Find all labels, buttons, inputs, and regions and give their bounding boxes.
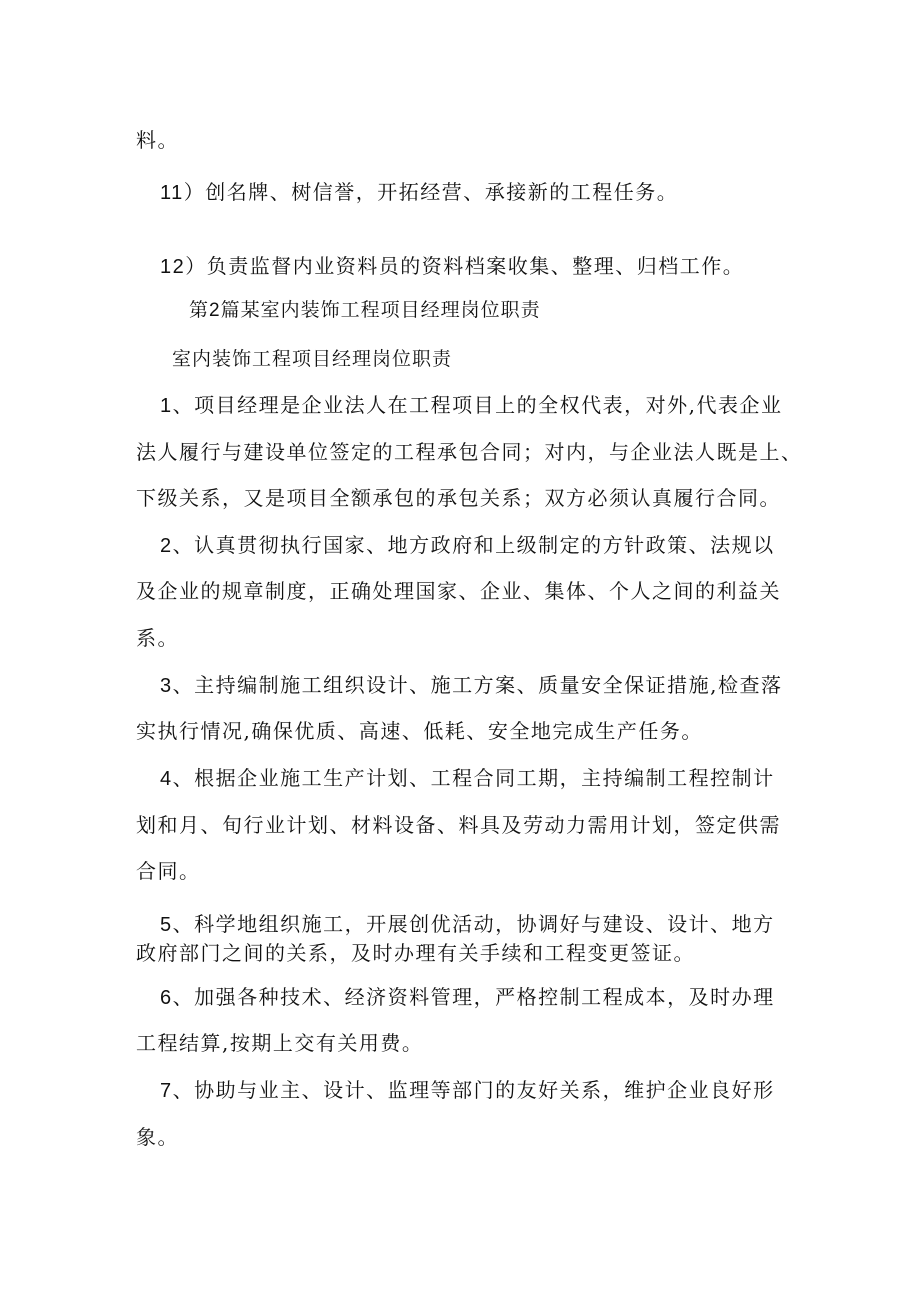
item-2-line-3: 系。 [136,626,179,650]
item-6-line-2: 工程结算,按期上交有关用费。 [136,1031,424,1055]
list-item-1 [160,393,782,418]
item-number: 6 [160,987,173,1009]
item-text: ）创名牌、树信誉，开拓经营、承接新的工程任务。 [183,180,679,204]
paragraph-continuation [136,128,179,152]
heading-text: 篇某室内装饰工程项目经理岗位职责 [220,299,541,321]
item-number: 7 [160,1080,173,1102]
item-text: 、认真贯彻执行国家、地方政府和上级制定的方针政策、法规以 [172,533,775,557]
list-item-12 [160,254,744,279]
item-7-line-2: 象。 [136,1125,179,1149]
item-number: 2 [160,535,173,557]
item-number: 11 [160,182,184,204]
list-item-5 [160,912,775,937]
item-text: 、主持编制施工组织设计、施工方案、质量安全保证措施,检查落 [172,673,783,697]
list-item-2 [160,533,775,558]
item-text: 、根据企业施工生产计划、工程合同工期，主持编制工程控制计 [172,766,775,790]
section-heading [189,298,541,323]
item-1-line-3: 下级关系，又是项目全额承包的承包关系；双方必须认真履行合同。 [136,486,781,510]
item-3-line-2: 实执行情况,确保优质、高速、低耗、安全地完成生产任务。 [136,719,703,743]
item-text: 、协助与业主、设计、监理等部门的友好关系，维护企业良好形 [172,1078,775,1102]
section-subheading: 室内装饰工程项目经理岗位职责 [172,348,453,370]
item-number: 12 [160,256,186,278]
paragraph-text: 料。 [136,128,179,152]
item-text: 、加强各种技术、经济资料管理，严格控制工程成本，及时办理 [172,985,775,1009]
list-item-11 [160,180,678,205]
list-item-4 [160,766,775,791]
item-1-line-2: 法人履行与建设单位签定的工程承包合同；对内，与企业法人既是上、 [136,440,803,464]
item-number: 3 [160,675,173,697]
heading-number: 2 [209,300,221,321]
item-text: 、科学地组织施工，开展创优活动，协调好与建设、设计、地方 [172,912,775,936]
item-number: 1 [160,395,173,417]
list-item-6 [160,985,775,1010]
heading-prefix: 第 [189,299,210,321]
list-item-3 [160,673,782,698]
item-number: 4 [160,768,173,790]
item-text: ）负责监督内业资料员的资料档案收集、整理、归档工作。 [185,254,745,278]
item-4-line-3: 合同。 [136,859,201,883]
item-4-line-2: 划和月、旬行业计划、材料设备、料具及劳动力需用计划，签定供需 [136,813,781,837]
item-5-line-2: 政府部门之间的关系，及时办理有关手续和工程变更签证。 [136,941,695,965]
list-item-7 [160,1078,775,1103]
item-text: 、项目经理是企业法人在工程项目上的全权代表，对外,代表企业 [172,393,783,417]
item-number: 5 [160,914,173,936]
item-2-line-2: 及企业的规章制度，正确处理国家、企业、集体、个人之间的利益关 [136,579,781,603]
